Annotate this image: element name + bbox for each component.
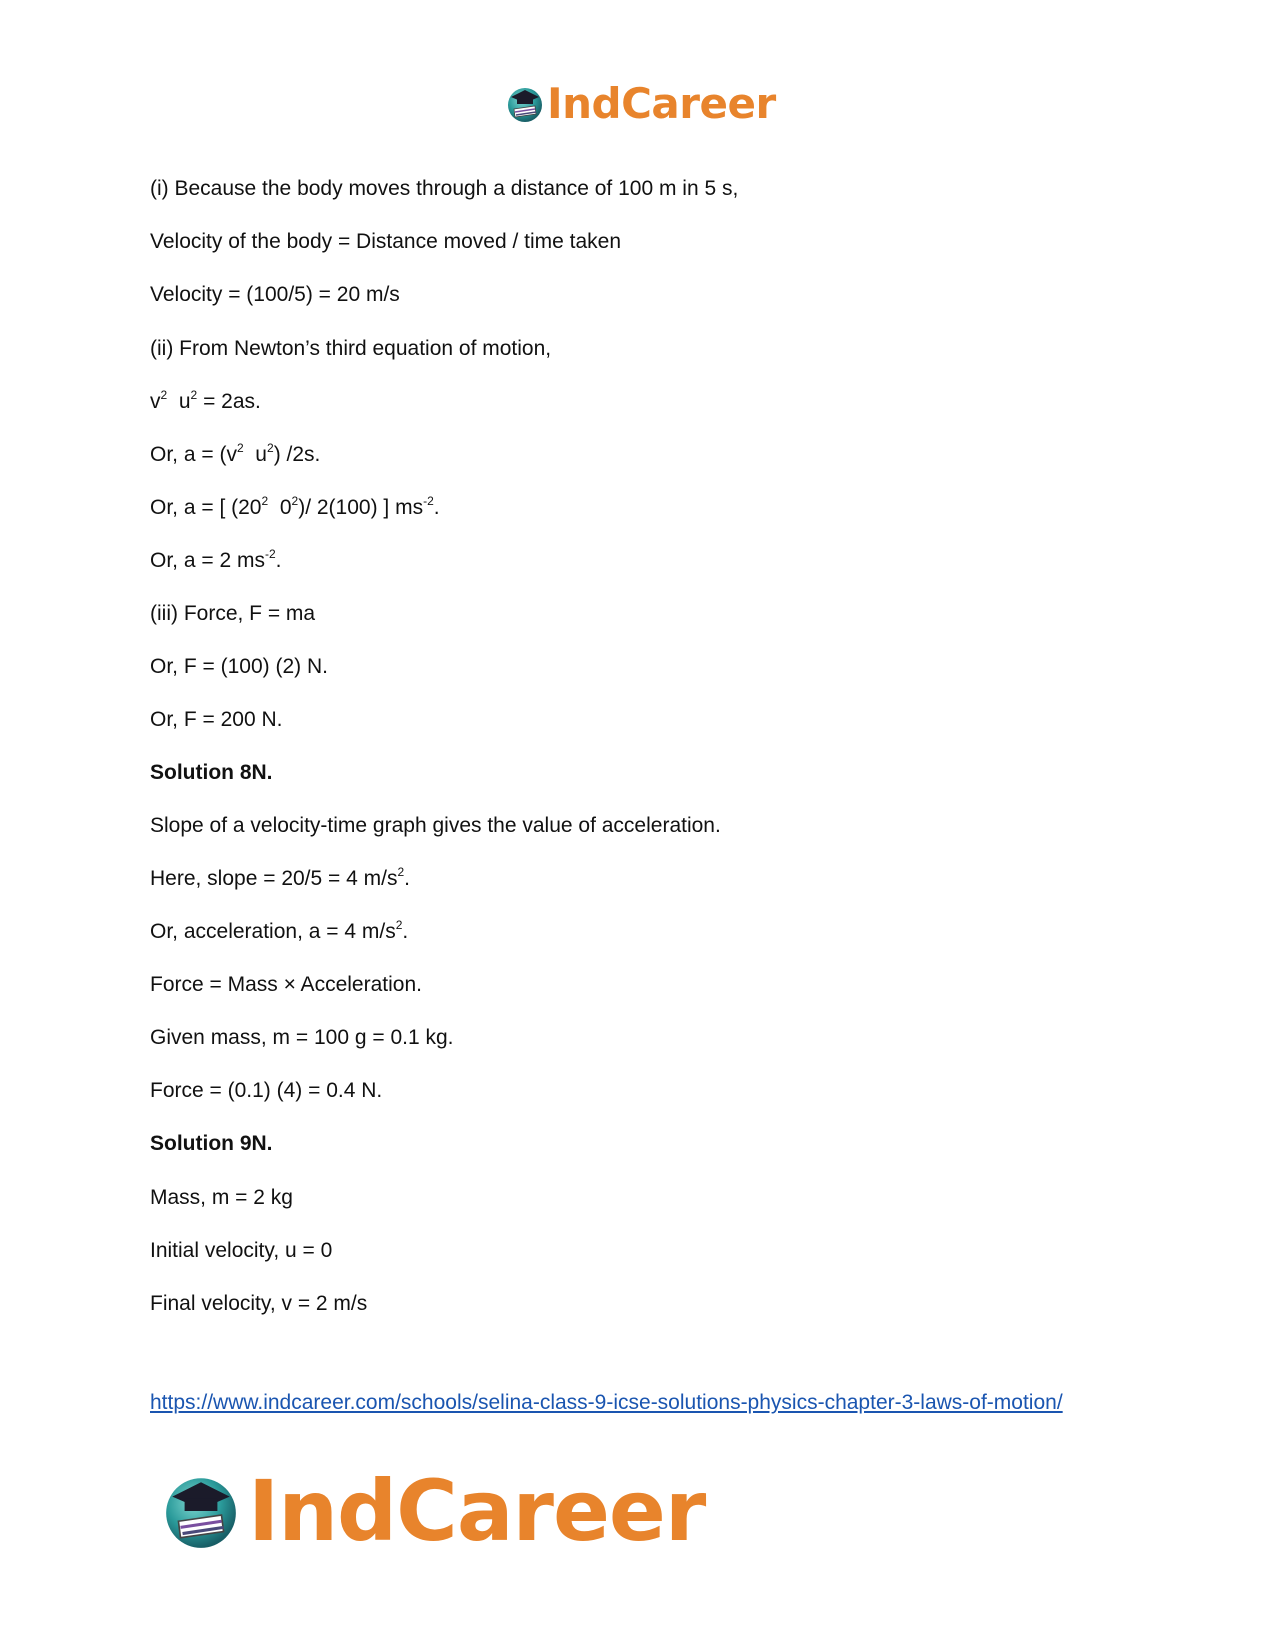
text-line: Force = Mass × Acceleration. bbox=[150, 973, 422, 996]
text-line: Velocity of the body = Distance moved / time taken bbox=[150, 230, 622, 253]
graduation-globe-icon bbox=[505, 84, 545, 124]
solution-heading: Solution 8N. bbox=[150, 761, 273, 784]
equation-line: Or, $a = (v^2$ $u^2$) /2s. bbox=[150, 441, 321, 466]
text-line: Or, F = 200 N. bbox=[150, 708, 283, 731]
text-line: Slope of a velocity-time graph gives the value of acceleration. bbox=[150, 814, 721, 837]
graduation-globe-icon bbox=[160, 1470, 242, 1552]
equation-line: $v^2$ $u^2 = 2as$. bbox=[150, 388, 261, 413]
header-logo bbox=[505, 76, 776, 132]
logo-wordmark: IndCareer bbox=[547, 79, 776, 128]
equation-line: Or, acceleration, a = 4 $m/s^2$. bbox=[150, 918, 409, 943]
equation-line: Here, slope = 20/5 = 4 $m/s^2$. bbox=[150, 865, 410, 890]
source-link[interactable]: https://www.indcareer.com/schools/selina-class-9-icse-solutions-physics-chapter-3-laws-of-motion/ bbox=[150, 1391, 1063, 1414]
text-line: Initial velocity, u = 0 bbox=[150, 1239, 333, 1262]
text-line: Velocity = (100/5) = 20 m/s bbox=[150, 283, 400, 306]
text-line: Given mass, m = 100 g = 0.1 kg. bbox=[150, 1026, 454, 1049]
text-line: Mass, m = 2 kg bbox=[150, 1186, 293, 1209]
logo-wordmark: IndCareer bbox=[248, 1462, 706, 1560]
text-line: Final velocity, v = 2 m/s bbox=[150, 1292, 368, 1315]
solution-heading: Solution 9N. bbox=[150, 1132, 273, 1155]
text-line: (i) Because the body moves through a distance of 100 m in 5 s, bbox=[150, 177, 739, 200]
text-line: (iii) Force, F = ma bbox=[150, 602, 316, 625]
equation-line: Or, a = 2 $ms^{-2}$. bbox=[150, 547, 282, 572]
equation-line: Or, a = [ ($20^2$ $0^2)/$ 2(100) ] $ms^{-2}$. bbox=[150, 494, 440, 519]
text-line: (ii) From Newton’s third equation of motion, bbox=[150, 337, 552, 360]
text-line: Or, F = (100) (2) N. bbox=[150, 655, 328, 678]
footer-logo bbox=[160, 1462, 706, 1560]
text-line: Force = (0.1) (4) = 0.4 N. bbox=[150, 1079, 383, 1102]
